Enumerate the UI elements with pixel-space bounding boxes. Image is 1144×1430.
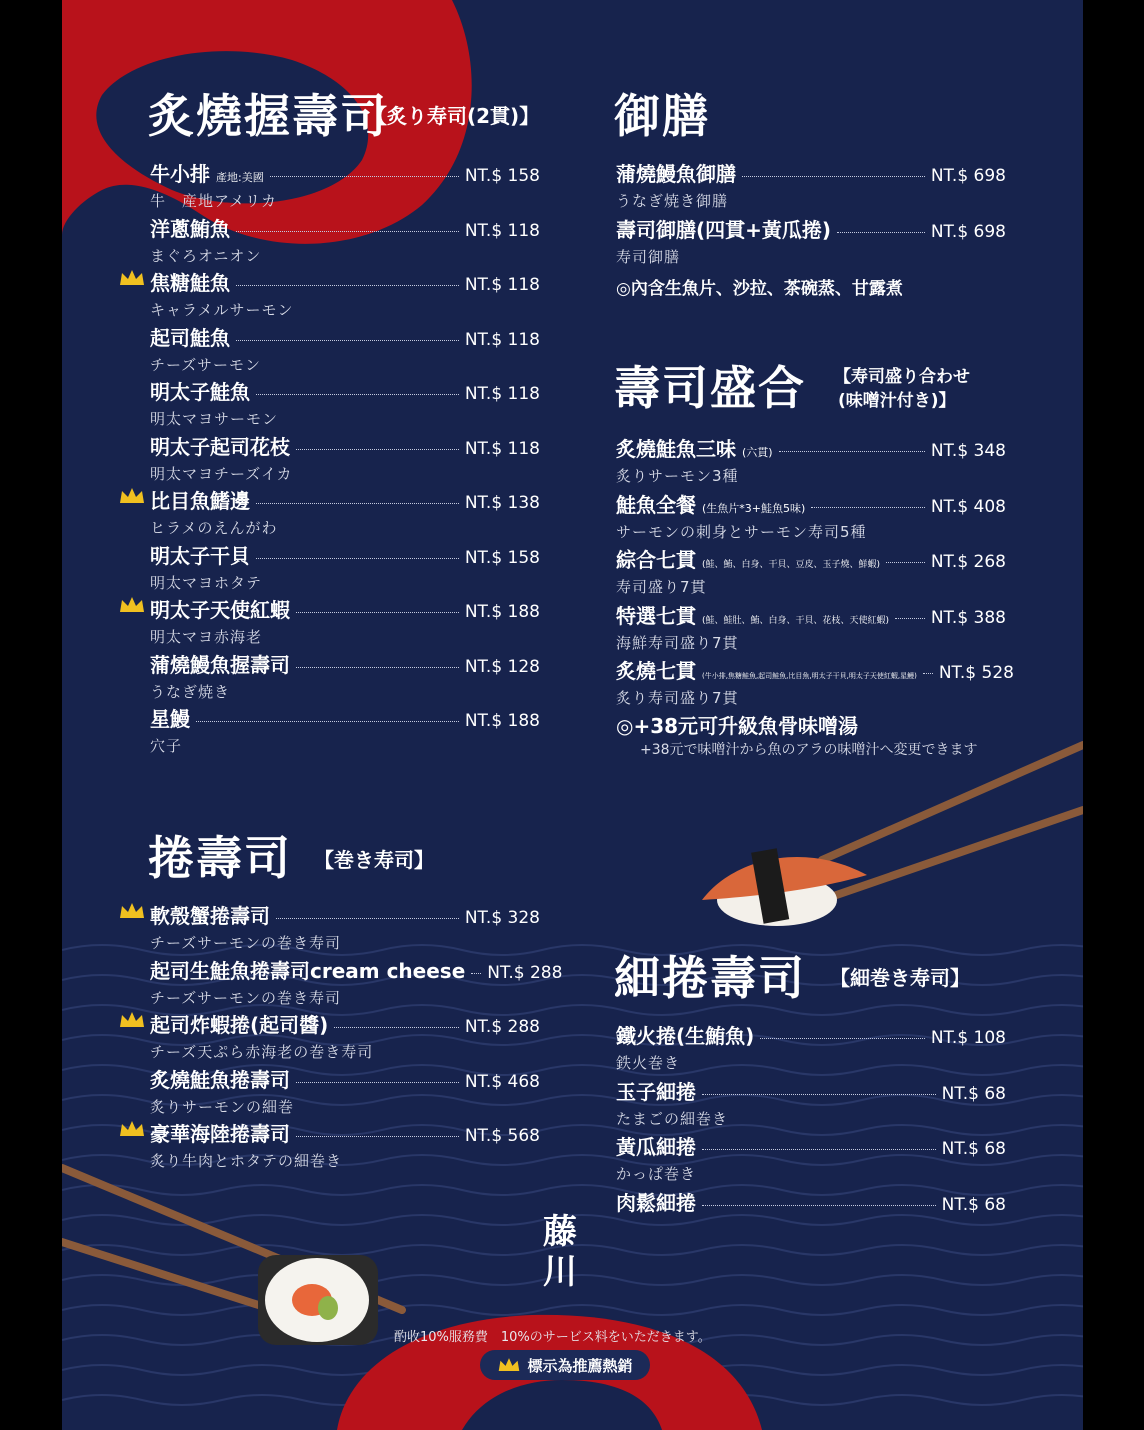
upgrade-note: ◎+38元可升級魚骨味噌湯 (616, 714, 859, 738)
item-note: 產地:美國 (216, 171, 264, 184)
menu-item (616, 1076, 1006, 1129)
crown-icon (118, 596, 146, 614)
item-japanese-name: うなぎ焼き (150, 682, 231, 701)
leader-dots (334, 1027, 459, 1028)
item-japanese-name: 明太マヨチーズイカ (150, 464, 293, 483)
item-japanese-name: 牛 産地アメリカ (150, 192, 277, 210)
item-price: NT.$ 328 (464, 908, 540, 928)
item-price: NT.$ 288 (464, 1017, 540, 1037)
item-name: 明太子天使紅蝦 (150, 598, 290, 622)
item-name: 鐵火捲(生鮪魚) (616, 1024, 755, 1048)
section-subtitle-moriawase-2: (味噌汁付き)】 (838, 391, 956, 411)
item-note: (牛小排,焦糖鮭魚,起司鮭魚,比目魚,明太子干貝,明太子天使紅蝦,星鰻) (702, 672, 917, 680)
menu-item (150, 955, 563, 1008)
item-name: 軟殼蟹捲壽司 (150, 904, 270, 928)
item-name: 特選七貫 (鮭、鮭肚、鮪、白身、干貝、花枝、天使紅蝦) (616, 603, 890, 628)
menu-item (150, 431, 540, 484)
item-japanese-name: 穴子 (150, 737, 183, 755)
item-japanese-name: 鉄火巻き (616, 1054, 681, 1072)
leader-dots (236, 231, 459, 232)
menu-item (616, 489, 1006, 542)
item-japanese-name: 海鮮寿司盛り7貫 (616, 633, 739, 652)
item-japanese-name: 明太マヨサーモン (150, 410, 279, 428)
section-title-maki: 捲壽司 (148, 831, 292, 885)
section-title-hosomaki: 細捲壽司 (614, 951, 806, 1005)
item-japanese-name: チーズサーモンの巻き寿司 (150, 934, 341, 952)
brand-name: 藤川 (543, 1212, 577, 1292)
item-japanese-name: 炙り寿司盛り7貫 (616, 689, 739, 707)
item-price: NT.$ 108 (930, 1028, 1006, 1048)
item-name: 蒲燒鰻魚御膳 (616, 162, 736, 186)
legend-badge (480, 1350, 650, 1380)
item-price: NT.$ 118 (464, 220, 540, 241)
item-note: (鮭、鮭肚、鮪、白身、干貝、花枝、天使紅蝦) (702, 615, 890, 626)
leader-dots (256, 503, 459, 504)
leader-dots (779, 451, 925, 452)
legend-text: 標示為推薦熱銷 (527, 1356, 633, 1375)
item-price: NT.$ 128 (464, 656, 540, 677)
item-japanese-name: チーズサーモン (150, 355, 261, 374)
item-price: NT.$ 68 (941, 1194, 1006, 1215)
section-subtitle-hosomaki: 【細巻き寿司】 (830, 966, 970, 990)
menu-item (150, 267, 540, 320)
menu-item (150, 213, 540, 266)
section-title-gozen: 御膳 (614, 89, 710, 143)
crown-icon (118, 1011, 146, 1029)
item-price: NT.$ 388 (930, 607, 1006, 628)
item-japanese-name: 寿司御膳 (616, 248, 681, 266)
service-fee-note: 酌收10%服務費 10%のサービス料をいただきます。 (394, 1330, 711, 1345)
item-japanese-name: 明太マヨ赤海老 (150, 628, 263, 646)
leader-dots (296, 667, 459, 668)
leader-dots (296, 449, 459, 450)
leader-dots (236, 340, 459, 341)
leader-dots (923, 673, 933, 674)
item-name: 明太子鮭魚 (150, 380, 250, 404)
leader-dots (895, 618, 925, 619)
menu-item (616, 655, 1014, 708)
leader-dots (276, 918, 459, 919)
item-japanese-name: ヒラメのえんがわ (150, 519, 278, 537)
item-name: 豪華海陸捲壽司 (150, 1122, 290, 1146)
menu-item (616, 600, 1006, 653)
item-name: 蒲燒鰻魚握壽司 (150, 652, 290, 677)
item-name: 炙燒鮭魚捲壽司 (150, 1067, 290, 1092)
leader-dots (837, 232, 925, 233)
item-japanese-name: 明太マヨホタテ (150, 573, 263, 592)
item-note: (生魚片*3+鮭魚5味) (702, 501, 806, 515)
menu-item (616, 214, 1006, 267)
menu-item (150, 594, 540, 647)
menu-item (150, 649, 540, 702)
item-price: NT.$ 408 (930, 496, 1006, 517)
item-price: NT.$ 118 (464, 384, 540, 404)
item-price: NT.$ 158 (464, 547, 540, 568)
section-subtitle-maki: 【巻き寿司】 (314, 848, 434, 872)
leader-dots (742, 176, 925, 177)
leader-dots (256, 558, 459, 559)
item-price: NT.$ 188 (464, 711, 540, 731)
menu-page (62, 0, 1083, 1430)
upgrade-note-jp: +38元で味噌汁から魚のアラの味噌汁へ変更できます (640, 742, 978, 758)
brand-logo (540, 1212, 580, 1292)
crown-icon (118, 487, 146, 505)
item-price: NT.$ 268 (930, 552, 1006, 572)
item-name: 肉鬆細捲 (616, 1190, 696, 1215)
item-name: 比目魚鰭邊 (150, 489, 250, 513)
item-name: 起司鮭魚 (150, 325, 230, 350)
item-japanese-name: かっぱ巻き (616, 1165, 697, 1183)
item-price: NT.$ 288 (487, 962, 563, 983)
leader-dots (760, 1038, 925, 1039)
item-japanese-name: サーモンの刺身とサーモン寿司5種 (616, 522, 867, 541)
menu-item (616, 433, 1006, 486)
item-japanese-name: チーズサーモンの巻き寿司 (150, 988, 341, 1007)
item-name: 壽司御膳(四貫+黃瓜捲) (616, 218, 832, 242)
leader-dots (471, 973, 481, 974)
leader-dots (256, 394, 459, 395)
item-name: 牛小排 產地:美國 (150, 162, 264, 186)
menu-item (150, 485, 540, 538)
menu-item (616, 544, 1006, 597)
item-name: 玉子細捲 (616, 1079, 696, 1104)
item-japanese-name: たまごの細巻き (616, 1109, 729, 1128)
leader-dots (296, 612, 459, 613)
menu-item (150, 1118, 540, 1171)
item-price: NT.$ 528 (938, 663, 1014, 683)
item-japanese-name: 炙りサーモンの細巻 (150, 1097, 295, 1116)
section-title-aburi: 炙燒握壽司 (148, 89, 388, 143)
item-price: NT.$ 118 (464, 438, 540, 459)
leader-dots (270, 176, 459, 177)
section-subtitle-moriawase-1: 【寿司盛り合わせ (834, 367, 970, 387)
item-name: 明太子干貝 (150, 543, 250, 568)
item-japanese-name: 炙り牛肉とホタテの細巻き (150, 1152, 343, 1170)
item-price: NT.$ 348 (930, 441, 1006, 461)
item-note: (六貫) (742, 446, 773, 459)
leader-dots (811, 507, 925, 508)
menu-item (150, 900, 540, 953)
menu-item (616, 1020, 1006, 1073)
leader-dots (296, 1136, 459, 1137)
menu-item (616, 1187, 1006, 1216)
item-name: 星鰻 (150, 707, 190, 731)
item-name: 炙燒七貫 (牛小排,焦糖鮭魚,起司鮭魚,比目魚,明太子干貝,明太子天使紅蝦,星鰻) (616, 659, 917, 683)
item-price: NT.$ 138 (464, 493, 540, 513)
menu-item (150, 376, 540, 429)
item-price: NT.$ 68 (941, 1139, 1006, 1159)
menu-item (616, 1131, 1006, 1184)
leader-dots (702, 1205, 936, 1206)
leader-dots (702, 1094, 936, 1095)
item-price: NT.$ 188 (464, 602, 540, 622)
item-name: 洋蔥鮪魚 (150, 216, 230, 241)
item-price: NT.$ 698 (930, 222, 1006, 242)
leader-dots (196, 721, 459, 722)
item-name: 焦糖鮭魚 (150, 271, 230, 295)
item-price: NT.$ 68 (941, 1083, 1006, 1104)
gozen-note: ◎內含生魚片、沙拉、茶碗蒸、甘露煮 (616, 279, 903, 299)
item-price: NT.$ 158 (464, 166, 540, 186)
item-name: 起司炸蝦捲(起司醬) (150, 1013, 329, 1037)
menu-item (150, 540, 540, 593)
section-title-moriawase: 壽司盛合 (614, 361, 806, 415)
item-japanese-name: 炙りサーモン3種 (616, 467, 739, 485)
leader-dots (886, 562, 925, 563)
menu-item (150, 1064, 540, 1117)
item-name: 鮭魚全餐 (生魚片*3+鮭魚5味) (616, 492, 806, 517)
item-price: NT.$ 468 (464, 1071, 540, 1092)
item-name: 黃瓜細捲 (616, 1135, 696, 1159)
crown-icon (118, 1120, 146, 1138)
item-japanese-name: うなぎ焼き御膳 (616, 192, 729, 210)
section-subtitle-aburi: 【炙り寿司(2貫)】 (367, 104, 540, 128)
menu-item (150, 322, 540, 375)
item-japanese-name: チーズ天ぷら赤海老の巻き寿司 (150, 1043, 374, 1061)
item-name: 綜合七貫 (鮭、鮪、白身、干貝、豆皮、玉子燒、鮮蝦) (616, 548, 881, 572)
menu-item (150, 1009, 540, 1062)
menu-item (150, 703, 540, 756)
item-price: NT.$ 568 (464, 1126, 540, 1146)
item-name: 明太子起司花枝 (150, 434, 290, 459)
item-name: 起司生鮭魚捲壽司cream cheese (150, 958, 466, 983)
crown-icon (497, 1357, 521, 1373)
item-japanese-name: まぐろオニオン (150, 246, 262, 265)
crown-icon (118, 269, 146, 287)
item-japanese-name: 寿司盛り7貫 (616, 578, 707, 596)
item-price: NT.$ 118 (464, 275, 540, 295)
crown-icon (118, 902, 146, 920)
menu-item (616, 158, 1006, 211)
leader-dots (236, 285, 459, 286)
item-price: NT.$ 118 (464, 329, 540, 350)
leader-dots (296, 1082, 459, 1083)
item-note: (鮭、鮪、白身、干貝、豆皮、玉子燒、鮮蝦) (702, 560, 881, 570)
leader-dots (702, 1149, 936, 1150)
menu-item (150, 158, 540, 211)
item-japanese-name: キャラメルサーモン (150, 301, 294, 319)
item-price: NT.$ 698 (930, 166, 1006, 186)
item-name: 炙燒鮭魚三味 (六貫) (616, 437, 773, 461)
nigiri-chopsticks-illustration (702, 745, 1083, 926)
